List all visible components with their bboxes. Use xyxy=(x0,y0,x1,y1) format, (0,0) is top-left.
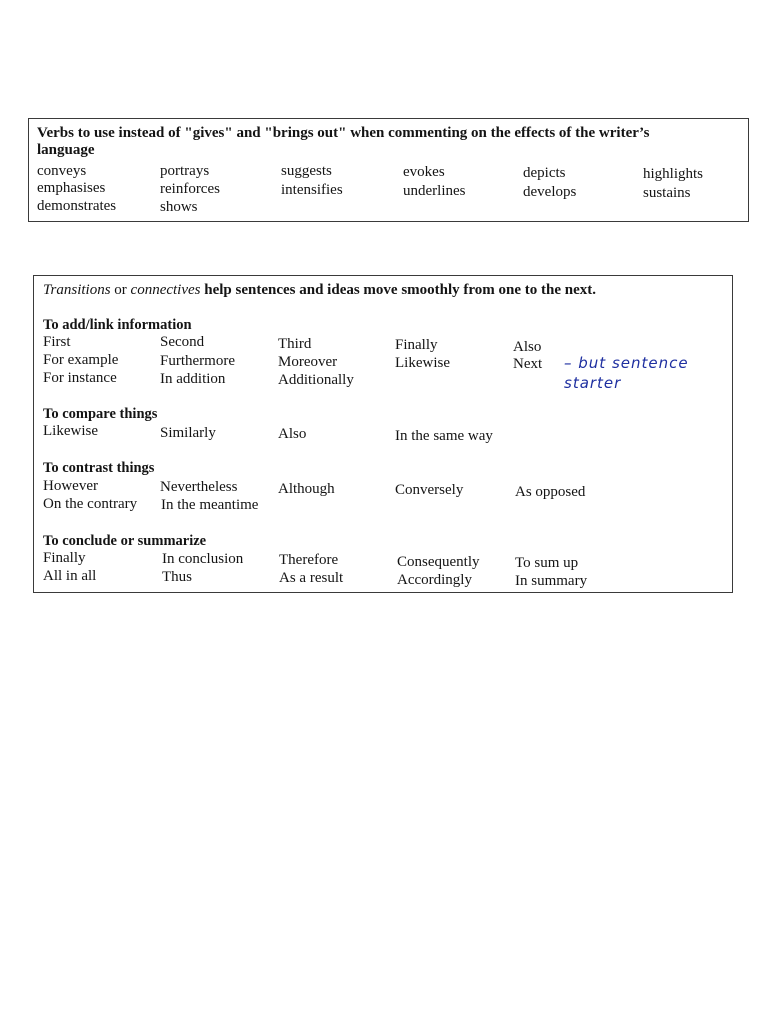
intro-rest: help sentences and ideas move smoothly from one to the next. xyxy=(200,282,597,298)
transition-cell: In summary xyxy=(515,573,588,589)
transition-cell: Therefore xyxy=(279,552,339,568)
verb-cell: suggests xyxy=(281,163,332,179)
verb-cell: underlines xyxy=(403,183,466,199)
transition-cell: In addition xyxy=(160,371,226,387)
transitions-intro xyxy=(43,281,596,299)
verb-cell: conveys xyxy=(37,163,87,179)
transition-cell: In the meantime xyxy=(161,497,259,513)
transition-cell: Likewise xyxy=(395,355,450,371)
verbs-box-title-line2: language xyxy=(37,142,95,158)
transition-cell: Next xyxy=(513,356,543,372)
transition-cell: However xyxy=(43,478,98,494)
transition-cell: Additionally xyxy=(278,372,354,388)
handwritten-note-line2: starter xyxy=(564,374,622,392)
transition-cell: Finally xyxy=(395,337,438,353)
transition-cell: To sum up xyxy=(515,555,579,571)
transition-cell: In conclusion xyxy=(162,551,244,567)
transition-cell: On the contrary xyxy=(43,496,138,512)
transition-cell: In the same way xyxy=(395,428,493,444)
transition-cell: All in all xyxy=(43,568,97,584)
transition-cell: Conversely xyxy=(395,482,464,498)
verb-cell: reinforces xyxy=(160,181,220,197)
transition-cell: Moreover xyxy=(278,354,338,370)
verb-cell: develops xyxy=(523,184,577,200)
transition-cell: Thus xyxy=(162,569,192,585)
transition-cell: Consequently xyxy=(397,554,480,570)
transition-cell: As opposed xyxy=(515,484,586,500)
transition-cell: Although xyxy=(278,481,335,497)
verb-cell: shows xyxy=(160,199,198,215)
transition-cell: Finally xyxy=(43,550,86,566)
intro-or: or xyxy=(110,282,131,298)
transition-cell: Nevertheless xyxy=(160,479,238,495)
intro-word-connectives: connectives xyxy=(130,282,201,298)
transition-cell: Accordingly xyxy=(397,572,472,588)
transition-cell: Also xyxy=(513,339,542,355)
section-heading-compare: To compare things xyxy=(43,406,158,422)
transition-cell: Third xyxy=(278,336,312,352)
verb-cell: intensifies xyxy=(281,182,343,198)
transition-cell: Similarly xyxy=(160,425,216,441)
transition-cell: Second xyxy=(160,334,205,350)
handwritten-note-line1: – but sentence xyxy=(564,354,689,372)
transition-cell: First xyxy=(43,334,71,350)
verbs-box-title-line1: Verbs to use instead of "gives" and "brings out" when commenting on the effects of the writer’s xyxy=(37,125,650,141)
transition-cell: For instance xyxy=(43,370,117,386)
verb-cell: depicts xyxy=(523,165,566,181)
verb-cell: portrays xyxy=(160,163,210,179)
section-heading-conclude: To conclude or summarize xyxy=(43,533,207,549)
transitions-box xyxy=(33,275,733,593)
section-heading-add: To add/link information xyxy=(43,317,192,333)
transition-cell: Likewise xyxy=(43,423,98,439)
section-heading-contrast: To contrast things xyxy=(43,460,155,476)
verb-cell: demonstrates xyxy=(37,198,117,214)
verb-cell: evokes xyxy=(403,164,445,180)
transition-cell: For example xyxy=(43,352,119,368)
intro-word-transitions: Transitions xyxy=(43,282,111,298)
verb-cell: sustains xyxy=(643,185,691,201)
transition-cell: Furthermore xyxy=(160,353,235,369)
verbs-box xyxy=(28,118,749,222)
transition-cell: Also xyxy=(278,426,307,442)
verb-cell: emphasises xyxy=(37,180,106,196)
transition-cell: As a result xyxy=(279,570,344,586)
verb-cell: highlights xyxy=(643,166,704,182)
